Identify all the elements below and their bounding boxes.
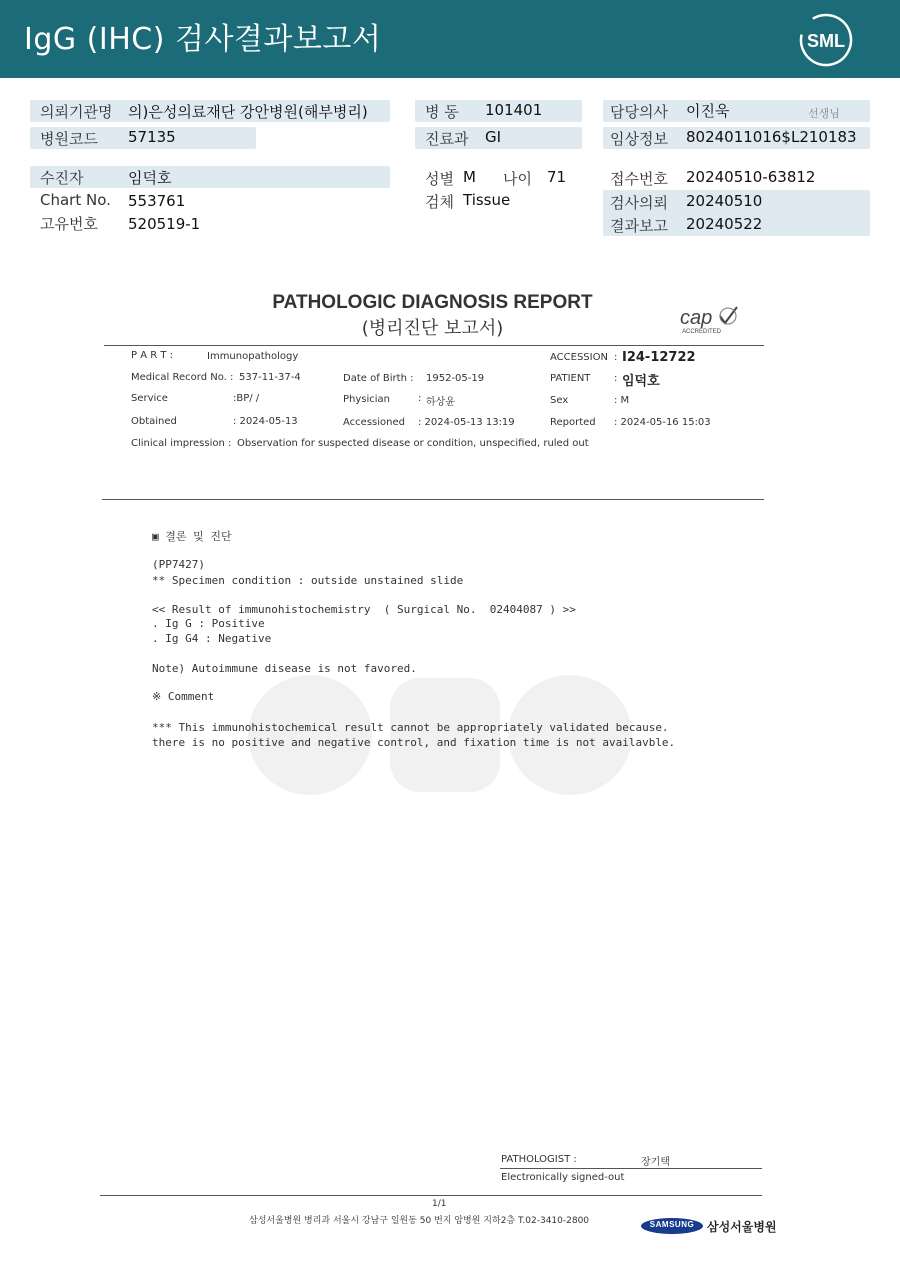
report-mid-rule <box>102 499 764 500</box>
sex-report-value: : M <box>614 395 630 406</box>
hospital-name: 삼성서울병원 <box>707 1220 777 1234</box>
obtained-value: : 2024-05-13 <box>233 416 298 427</box>
pathologist-rule <box>500 1168 762 1169</box>
pathology-report-title: PATHOLOGIC DIAGNOSIS REPORT <box>272 292 593 313</box>
report-top-rule <box>104 345 764 346</box>
accession-colon: : <box>614 352 618 363</box>
unique-label: 고유번호 <box>40 215 98 233</box>
cap-accredited-logo <box>676 302 742 336</box>
footer-address: 삼성서울병원 병리과 서울시 강남구 일원동 50 번지 암병원 지하2층 T.02-3410-2800 <box>249 1216 590 1226</box>
dob-value: 1952-05-19 <box>426 373 485 384</box>
physician-colon: : <box>418 393 422 404</box>
specimen-value: Tissue <box>463 191 511 209</box>
age-value: 71 <box>547 168 567 186</box>
samsung-logo-text: SAMSUNG <box>649 1220 695 1229</box>
report-line-7: ※ Comment <box>152 690 215 703</box>
sml-logo <box>798 12 854 68</box>
sml-logo-text: SML <box>807 31 845 51</box>
sex-label: 성별 <box>425 170 454 188</box>
obtained-label: Obtained <box>131 416 177 427</box>
dept-label: 진료과 <box>425 130 469 148</box>
pathologist-label: PATHOLOGIST : <box>501 1154 577 1165</box>
report-title: IgG (IHC) 검사결과보고서 <box>24 22 382 57</box>
doctor-value: 이진욱 <box>686 102 730 120</box>
patient-colon: : <box>614 373 618 384</box>
report-line-8: *** This immunohistochemical result cannot be appropriately validated because. <box>152 721 669 734</box>
chart-label: Chart No. <box>40 191 111 209</box>
sex-report-label: Sex <box>550 395 569 406</box>
report-line-5: . Ig G4 : Negative <box>152 632 272 645</box>
sex-value: M <box>463 168 476 186</box>
result-label: 결과보고 <box>610 217 668 235</box>
pathology-report-subtitle: (병리진단 보고서) <box>361 318 504 339</box>
result-value: 20240522 <box>686 215 763 233</box>
ward-value: 101401 <box>485 101 543 119</box>
dob-label: Date of Birth : <box>343 373 414 384</box>
patient-label: 수진자 <box>40 169 84 187</box>
receipt-label: 접수번호 <box>610 170 668 188</box>
dept-value: GI <box>485 128 502 146</box>
report-line-3: << Result of immunohistochemistry ( Surgical No. 02404087 ) >> <box>152 603 576 616</box>
service-value: :BP/ / <box>233 393 260 404</box>
report-line-2: ** Specimen condition : outside unstained slide <box>152 574 464 587</box>
institution-value: 의)은성의료재단 강안병원(해부병리) <box>128 103 368 121</box>
accession-label: ACCESSION <box>550 352 608 363</box>
clinical-impression-label: Clinical impression : <box>131 438 232 449</box>
report-line-4: . Ig G : Positive <box>152 617 265 630</box>
request-label: 검사의뢰 <box>610 194 668 212</box>
report-line-1: (PP7427) <box>152 558 205 571</box>
patient-value: 임덕호 <box>128 169 172 187</box>
age-label: 나이 <box>503 170 532 188</box>
request-value: 20240510 <box>686 192 763 210</box>
service-label: Service <box>131 393 168 404</box>
cap-logo-text: cap <box>680 307 713 329</box>
accessioned-value: : 2024-05-13 13:19 <box>418 417 515 428</box>
page-number: 1/1 <box>432 1199 447 1209</box>
doctor-suffix: 선생님 <box>808 107 840 120</box>
institution-label: 의뢰기관명 <box>40 103 113 121</box>
unique-value: 520519-1 <box>128 215 201 233</box>
accession-value: I24-12722 <box>622 350 696 365</box>
report-line-9: there is no positive and negative control, and fixation time is not availavble. <box>152 736 676 749</box>
watermark-logo <box>240 670 640 800</box>
cap-logo-sub: ACCREDITED <box>682 329 722 335</box>
receipt-value: 20240510-63812 <box>686 168 816 186</box>
reported-label: Reported <box>550 417 596 428</box>
patient-report-value: 임덕호 <box>622 374 660 389</box>
hospital-code-value: 57135 <box>128 128 176 146</box>
clinical-value: 8024011016$L210183 <box>686 128 857 146</box>
clinical-label: 임상정보 <box>610 130 668 148</box>
physician-label: Physician <box>343 394 391 405</box>
chart-value: 553761 <box>128 192 186 210</box>
specimen-label: 검체 <box>425 193 454 211</box>
part-value: Immunopathology <box>207 351 299 362</box>
footer-rule <box>100 1195 762 1196</box>
clinical-impression-value: Observation for suspected disease or condition, unspecified, ruled out <box>237 438 589 449</box>
mrn-label: Medical Record No. : <box>131 372 234 383</box>
signed-out-text: Electronically signed-out <box>501 1172 625 1183</box>
ward-label: 병 동 <box>425 103 459 121</box>
hospital-code-label: 병원코드 <box>40 130 98 148</box>
patient-band <box>30 166 390 188</box>
accessioned-label: Accessioned <box>343 417 405 428</box>
conclusion-heading: ▣ 결론 및 진단 <box>152 530 232 543</box>
report-line-6: Note) Autoimmune disease is not favored. <box>152 662 417 675</box>
mrn-value: 537-11-37-4 <box>239 372 301 383</box>
pathologist-value: 장기택 <box>641 1157 670 1168</box>
physician-value: 하상윤 <box>426 397 455 408</box>
patient-report-label: PATIENT <box>550 373 591 384</box>
part-label: P A R T : <box>131 350 174 361</box>
reported-value: : 2024-05-16 15:03 <box>614 417 711 428</box>
doctor-label: 담당의사 <box>610 103 668 121</box>
